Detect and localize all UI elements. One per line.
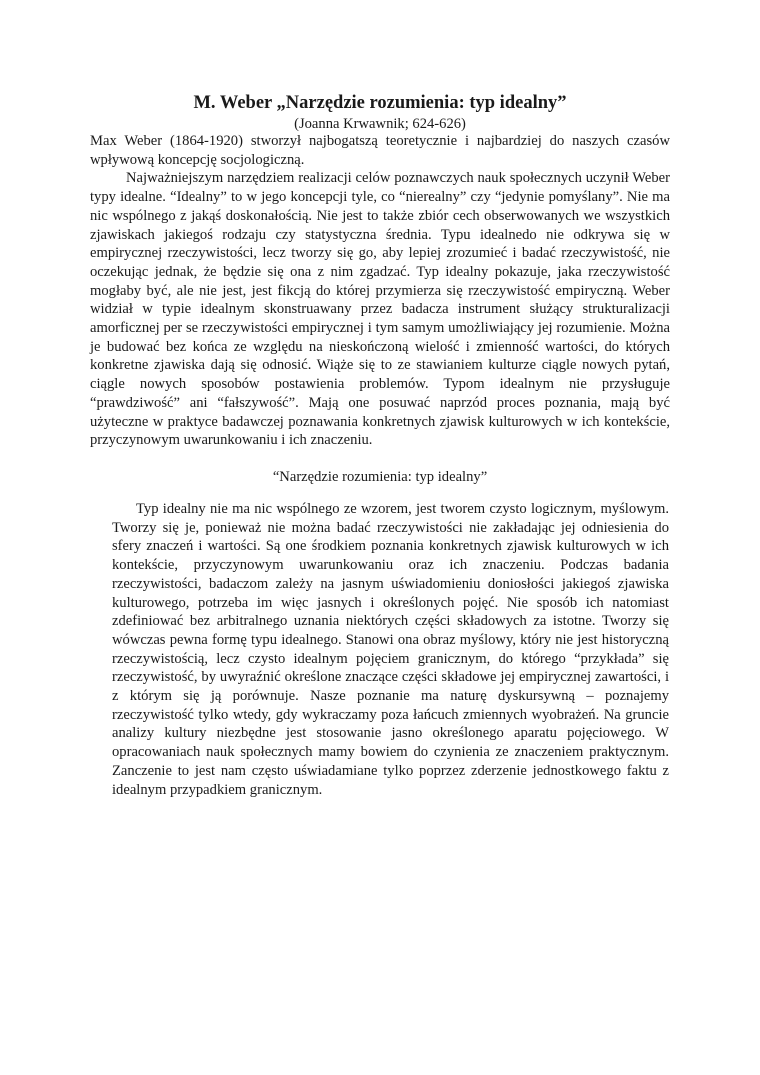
intro-paragraph-1: Max Weber (1864-1920) stworzył najbogatszą teoretycznie i najbardziej do naszych czasów wpływową koncepcję socjologiczną. xyxy=(90,133,670,168)
intro-paragraph-2: Najważniejszym narzędziem realizacji celów poznawczych nauk społecznych uczynił Weber typy idealne. “Idealny” to w jego koncepcji tyle, co “nierealny” czy “jedynie pomyślany”. Nie ma nic wspólnego z jakąś doskonałością. Nie jest to także zbiór cech obserwowanych we wszystkich zjawiskach jakiegoś rodzaju czy statystyczna średnia. Typu idealnedo nie odkrywa się w empirycznej rzeczywistości, lecz tworzy się go, aby lepiej zrozumieć i badać rzeczywistość, nie oczekując jednak, że będzie się ona z nim zgadzać. Typ idealny pokazuje, jaka rzeczywistość mogłaby być, ale nie jest, jest fikcją do której przymierza się rzeczywistość empiryczną. Weber widział w typie idealnym skonstruawany przez badacza instrument służący strukturalizacji amorficznej per se rzeczywistości empirycznej i tym samym umożliwiający jej rozumienie. Można je budować bez końca ze względu na nieskończoną wielość i zmienność wartości, do których konkretne zjawiska dają się odnosić. Wiąże się to ze stawianiem kulturze ciągle nowych pytań, ciągle nowych sposobów postawienia problemów. Typom idealnym nie przysługuje “prawdziwość” ani “fałszywość”. Mają one posuwać naprzód proces poznania, mają być użyteczne w praktyce badawczej poznawania konkretnych zjawisk kulturowych w ich kontekście, przyczynowym uwarunkowaniu i ich znaczeniu. xyxy=(90,170,670,449)
section-body xyxy=(112,500,669,799)
document-subtitle: (Joanna Krwawnik; 624-626) xyxy=(294,116,466,132)
document-title: M. Weber „Narzędzie rozumienia: typ idealny” xyxy=(193,93,567,113)
intro-section xyxy=(90,132,670,450)
section-paragraph: Typ idealny nie ma nic wspólnego ze wzorem, jest tworem czysto logicznym, myślowym. Tworzy się je, ponieważ nie można badać rzeczywistości nie zakładając jej odniesienia do sfery znaczeń i wartości. Są one środkiem poznania konkretnych zjawisk kulturowych w ich kontekście, przyczynowym uwarunkowaniu oraz ich znaczeniu. Podczas badania rzeczywistości, badaczom zależy na jasnym uświadomieniu doniosłości jakiegoś zjawiska kulturowego, potrzeba im więc jasnych i określonych pojęć. Nie sposób ich natomiast zdefiniować bez arbitralnego uznania niektórych części składowych za istotne. Tworzy się wówczas pewna formę typu idealnego. Stanowi ona obraz myślowy, który nie jest historyczną rzeczywistością, lecz czysto idealnym pojęciem granicznym, do którego “przykłada” się rzeczywistość, by uwyraźnić określone znaczące części składowe jej empirycznej zawartości, i z którym się ją porównuje. Nasze poznanie ma naturę dyskursywną – poznajemy rzeczywistość tylko wtedy, gdy wykraczamy poza łańcuch zmiennych wyobrażeń. Na gruncie analizy kultury niezbędne jest stosowanie jasno określonego aparatu pojęciowego. W opracowaniach nauk społecznych mamy bowiem do czynienia ze znaczeniem praktycznym. Zanczenie to jest nam często uświadamiane tylko poprzez zderzenie jednostkowego faktu z idealnym przypadkiem granicznym. xyxy=(112,501,669,798)
section-heading: “Narzędzie rozumienia: typ idealny” xyxy=(272,469,488,485)
